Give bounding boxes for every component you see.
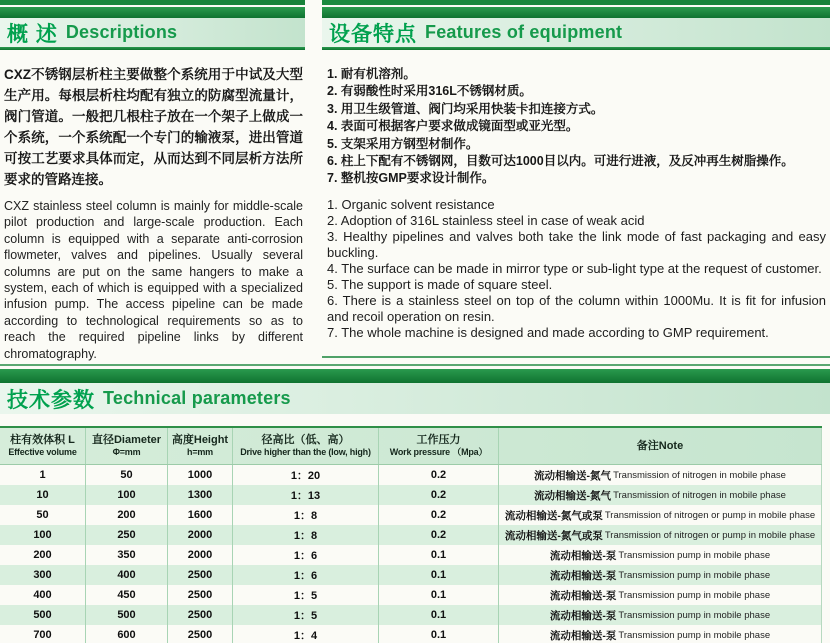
features-list-zh — [327, 66, 830, 188]
table-cell: 100 — [86, 485, 168, 505]
table-cell: 1：5 — [233, 605, 379, 625]
table-cell: 100 — [0, 525, 86, 545]
table-cell: 400 — [86, 565, 168, 585]
header-bar — [0, 369, 830, 383]
table-row — [0, 605, 822, 625]
list-item: 7. 整机按GMP要求设计制作。 — [327, 171, 495, 186]
table-row — [0, 585, 822, 605]
column-header: 工作压力 Work pressure （Mpa） — [379, 428, 499, 464]
note-cell: 流动相输送-氮气 Transmission of nitrogen in mobile phase — [499, 485, 822, 505]
header-top-bar — [322, 0, 830, 5]
column-header: 备注Note — [499, 428, 822, 464]
table-cell: 2500 — [168, 585, 233, 605]
parameters-table — [0, 426, 822, 643]
header-title-band — [0, 18, 305, 47]
table-row — [0, 545, 822, 565]
table-cell: 0.1 — [379, 585, 499, 605]
table-cell: 1：13 — [233, 485, 379, 505]
note-cell: 流动相输送-氮气或泵 Transmission of nitrogen or pump in mobile phase — [499, 525, 822, 545]
descriptions-header — [0, 0, 305, 50]
section-title-en: Features of equipment — [425, 22, 623, 42]
section-divider-line — [0, 364, 830, 366]
table-cell: 0.2 — [379, 505, 499, 525]
column-header: 径高比（低、高） Drive higher than the (low, high) — [233, 428, 379, 464]
section-title-zh: 技术参数 — [7, 388, 95, 412]
parameters-section — [0, 364, 830, 643]
note-cell: 流动相输送-泵 Transmission pump in mobile phase — [499, 565, 822, 585]
column-header: 直径Diameter Φ=mm — [86, 428, 168, 464]
table-cell: 2500 — [168, 625, 233, 643]
table-cell: 500 — [86, 605, 168, 625]
header-bar — [322, 7, 830, 18]
table-row — [0, 525, 822, 545]
table-cell: 50 — [0, 505, 86, 525]
table-cell: 1：4 — [233, 625, 379, 643]
table-cell: 0.1 — [379, 565, 499, 585]
table-cell: 400 — [0, 585, 86, 605]
list-item: 4. 表面可根据客户要求做成镜面型或亚光型。 — [327, 119, 579, 134]
note-cell: 流动相输送-泵 Transmission pump in mobile phase — [499, 585, 822, 605]
table-cell: 1：20 — [233, 465, 379, 485]
table-cell: 200 — [86, 505, 168, 525]
table-cell: 2000 — [168, 545, 233, 565]
table-cell: 50 — [86, 465, 168, 485]
list-item: 5. The support is made of square steel. — [327, 276, 553, 292]
table-cell: 700 — [0, 625, 86, 643]
table-row — [0, 625, 822, 643]
table-cell: 1：8 — [233, 505, 379, 525]
header-bar — [0, 7, 305, 18]
table-cell: 0.2 — [379, 465, 499, 485]
note-cell: 流动相输送-氮气或泵 Transmission of nitrogen or pump in mobile phase — [499, 505, 822, 525]
table-cell: 2500 — [168, 605, 233, 625]
list-item: 4. The surface can be made in mirror type or sub-light type at the request of customer. — [327, 260, 822, 276]
list-item: 7. The whole machine is designed and made according to GMP requirement. — [327, 324, 769, 340]
table-cell: 2500 — [168, 565, 233, 585]
table-cell: 1300 — [168, 485, 233, 505]
note-cell: 流动相输送-泵 Transmission pump in mobile phase — [499, 605, 822, 625]
note-cell: 流动相输送-氮气 Transmission of nitrogen in mobile phase — [499, 465, 822, 485]
table-cell: 1600 — [168, 505, 233, 525]
section-underline — [322, 356, 830, 358]
table-cell: 250 — [86, 525, 168, 545]
table-cell: 1：8 — [233, 525, 379, 545]
table-row — [0, 505, 822, 525]
features-list-en — [327, 197, 826, 341]
list-item: 6. There is a stainless steel on top of the column within 1000Mu. It is fit for infusion and recoil operation on resin. — [327, 292, 826, 324]
list-item: 6. 柱上下配有不锈钢网，目数可达1000目以内。可进行进液，及反冲再生树脂操作。 — [327, 154, 794, 169]
descriptions-text-en: CXZ stainless steel column is mainly for middle-scale pilot production and large-scale production. Each column is equipped with a separate anti-corrosion flowmeter, valves and pipelines. Usually several columns are put on the same hangers to make a system, each of which is equipped with a specialized infusion pump. The access pipeline can be made according to technological requirements so as to reach the required pipeline links by different chromatography. — [4, 199, 303, 361]
table-cell: 350 — [86, 545, 168, 565]
list-item: 2. Adoption of 316L stainless steel in case of weak acid — [327, 212, 645, 228]
table-cell: 0.1 — [379, 545, 499, 565]
table-cell: 600 — [86, 625, 168, 643]
table-cell: 0.2 — [379, 525, 499, 545]
table-cell: 0.1 — [379, 625, 499, 643]
table-cell: 1000 — [168, 465, 233, 485]
table-row — [0, 565, 822, 585]
table-cell: 1：5 — [233, 585, 379, 605]
table-cell: 1：6 — [233, 565, 379, 585]
features-section — [322, 0, 830, 358]
table-cell: 0.1 — [379, 605, 499, 625]
table-row — [0, 465, 822, 485]
table-cell: 1 — [0, 465, 86, 485]
table-cell: 450 — [86, 585, 168, 605]
table-cell: 200 — [0, 545, 86, 565]
descriptions-text-zh: CXZ不锈钢层析柱主要做整个系统用于中试及大型生产用。每根层析柱均配有独立的防腐型流量计，阀门管道。一般把几根柱子放在一个架子上做成一个系统，一个系统配一个专门的输液泵，进出管道可按工艺要求具体而定，从而达到不同层析方法所要求的管路连接。 — [4, 67, 303, 187]
descriptions-section — [0, 0, 305, 361]
list-item: 3. 用卫生级管道、阀门均采用快装卡扣连接方式。 — [327, 101, 604, 116]
list-item: 5. 支架采用方钢型材制作。 — [327, 136, 479, 151]
table-row — [0, 485, 822, 505]
list-item: 3. Healthy pipelines and valves both take the link mode of fast packaging and easy buckling. — [327, 228, 826, 260]
table-cell: 1：6 — [233, 545, 379, 565]
section-title-en: Descriptions — [65, 22, 178, 42]
section-title-zh: 设备特点 — [329, 22, 417, 46]
header-title-band — [0, 383, 830, 414]
header-title-band — [322, 18, 830, 47]
table-cell: 300 — [0, 565, 86, 585]
list-item: 1. Organic solvent resistance — [327, 196, 495, 212]
column-header: 柱有效体积 L Effective volume — [0, 428, 86, 464]
section-title-zh: 概 述 — [7, 22, 58, 46]
features-header — [322, 0, 830, 50]
section-title-en: Technical parameters — [103, 388, 291, 408]
table-cell: 10 — [0, 485, 86, 505]
parameters-header — [0, 369, 830, 414]
column-header: 高度Height h=mm — [168, 428, 233, 464]
table-header-row — [0, 428, 822, 465]
table-cell: 500 — [0, 605, 86, 625]
note-cell: 流动相输送-泵 Transmission pump in mobile phase — [499, 625, 822, 643]
header-top-bar — [0, 0, 305, 5]
table-cell: 2000 — [168, 525, 233, 545]
list-item: 1. 耐有机溶剂。 — [327, 67, 416, 81]
table-cell: 0.2 — [379, 485, 499, 505]
list-item: 2. 有弱酸性时采用316L不锈钢材质。 — [327, 84, 532, 99]
note-cell: 流动相输送-泵 Transmission pump in mobile phase — [499, 545, 822, 565]
